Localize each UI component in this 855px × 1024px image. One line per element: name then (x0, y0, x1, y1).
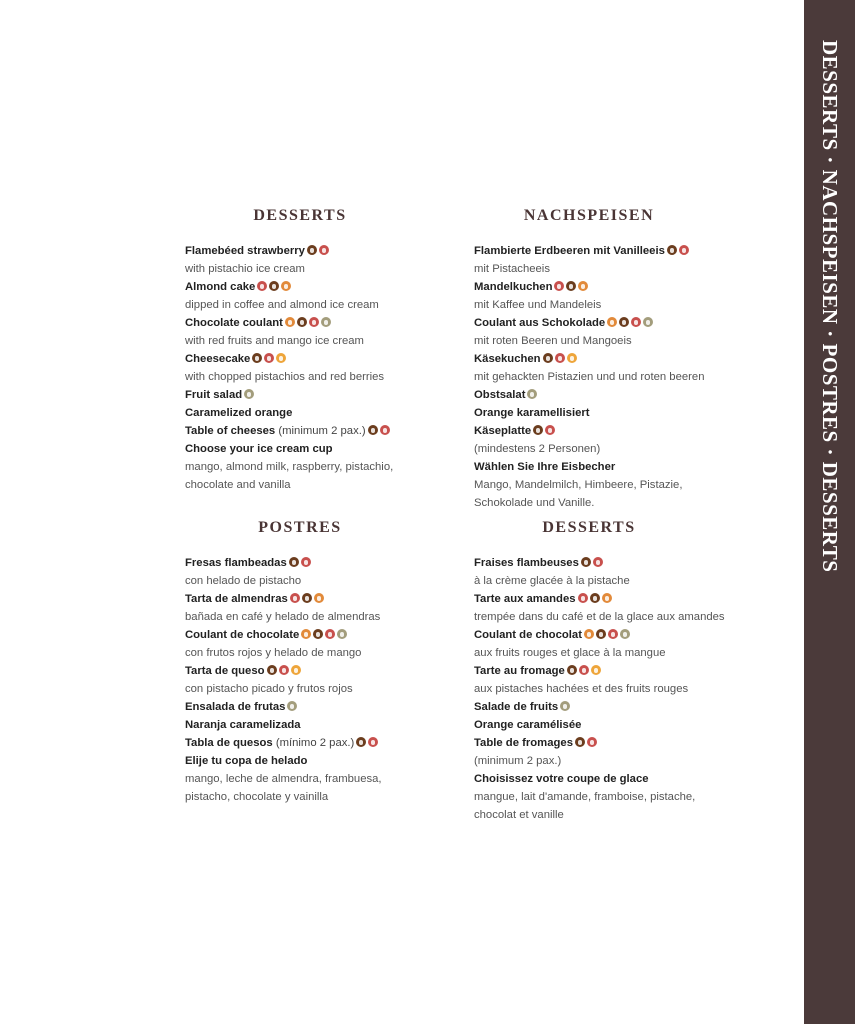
menu-item-name: Fruit salad (185, 389, 243, 401)
menu-item-description: aux fruits rouges et glace à la mangue (474, 647, 666, 659)
section-heading: DESSERTS (253, 207, 347, 224)
menu-item-title-line (185, 752, 475, 770)
milk-allergen-icon (608, 629, 618, 639)
section-nachspeisen-de (474, 206, 764, 512)
nuts-allergen-icon (368, 425, 378, 435)
milk-allergen-icon (554, 281, 564, 291)
sidebar-title: DESSERTS · NACHSPEISEN · POSTRES · DESSERTS (818, 40, 842, 573)
menu-item-name: Almond cake (185, 281, 256, 293)
menu-item-description: with chopped pistachios and red berries (185, 371, 385, 383)
nuts-allergen-icon (533, 425, 543, 435)
menu-item-description: with red fruits and mango ice cream (185, 335, 364, 347)
gluten-allergen-icon (281, 281, 291, 291)
menu-item-name: Tabla de quesos (185, 737, 273, 749)
menu-item-description: mango, leche de almendra, frambuesa, (185, 773, 382, 785)
menu-item-title-line (474, 350, 764, 368)
menu-item (185, 554, 475, 590)
nuts-allergen-icon (667, 245, 677, 255)
nuts-allergen-icon (313, 629, 323, 639)
milk-allergen-icon (309, 317, 319, 327)
menu-item-description: chocolate and vanilla (185, 479, 291, 491)
menu-item-name: Mandelkuchen (474, 281, 553, 293)
menu-item-description: trempée dans du café et de la glace aux amandes (474, 611, 725, 623)
menu-item-title-line (474, 422, 764, 440)
gluten-allergen-icon (285, 317, 295, 327)
menu-item-name: Käseplatte (474, 425, 532, 437)
menu-item (185, 626, 475, 662)
nuts-allergen-icon (581, 557, 591, 567)
menu-item (185, 404, 475, 422)
milk-allergen-icon (319, 245, 329, 255)
gluten-allergen-icon (314, 593, 324, 603)
menu-item-title-line (185, 626, 475, 644)
menu-item-name: Tarte aux amandes (474, 593, 576, 605)
nuts-allergen-icon (356, 737, 366, 747)
menu-item-name: Coulant de chocolat (474, 629, 582, 641)
sulphites-allergen-icon (560, 701, 570, 711)
sulphites-allergen-icon (287, 701, 297, 711)
menu-item (185, 662, 475, 698)
menu-item (474, 590, 764, 626)
milk-allergen-icon (257, 281, 267, 291)
menu-item-description: pistacho, chocolate y vainilla (185, 791, 329, 803)
nuts-allergen-icon (596, 629, 606, 639)
menu-item-name: Elije tu copa de helado (185, 755, 308, 767)
menu-item-note: (minimum 2 pax.) (278, 425, 366, 437)
nuts-allergen-icon (543, 353, 553, 363)
menu-item-title-line (185, 554, 475, 572)
nuts-allergen-icon (619, 317, 629, 327)
menu-item-title-line (474, 734, 764, 752)
menu-item-description: con frutos rojos y helado de mango (185, 647, 362, 659)
menu-item-title-line (185, 404, 475, 422)
menu-item-title-line (474, 278, 764, 296)
menu-item-title-line (474, 242, 764, 260)
nuts-allergen-icon (252, 353, 262, 363)
milk-allergen-icon (545, 425, 555, 435)
menu-item-title-line (474, 404, 764, 422)
menu-item-name: Tarte au fromage (474, 665, 565, 677)
nuts-allergen-icon (267, 665, 277, 675)
menu-item-name: Tarta de queso (185, 665, 265, 677)
menu-item (474, 458, 764, 512)
menu-item-name: Orange caramélisée (474, 719, 582, 731)
sulphites-allergen-icon (643, 317, 653, 327)
menu-item (474, 626, 764, 662)
menu-item-description: mangue, lait d'amande, framboise, pistache, (474, 791, 696, 803)
menu-item-title-line (185, 242, 475, 260)
menu-item-name: Obstsalat (474, 389, 526, 401)
menu-item-name: Salade de fruits (474, 701, 559, 713)
section-desserts-en (185, 206, 475, 494)
egg-allergen-icon (567, 353, 577, 363)
menu-item-name: Fresas flambeadas (185, 557, 287, 569)
nuts-allergen-icon (567, 665, 577, 675)
menu-item-description: bañada en café y helado de almendras (185, 611, 381, 623)
egg-allergen-icon (591, 665, 601, 675)
sulphites-allergen-icon (620, 629, 630, 639)
menu-item-name: Fraises flambeuses (474, 557, 579, 569)
menu-item-title-line (474, 698, 764, 716)
nuts-allergen-icon (297, 317, 307, 327)
menu-item (474, 716, 764, 734)
menu-item (474, 698, 764, 716)
menu-item (474, 662, 764, 698)
egg-allergen-icon (276, 353, 286, 363)
milk-allergen-icon (380, 425, 390, 435)
menu-item-title-line (185, 662, 475, 680)
menu-item-name: Chocolate coulant (185, 317, 283, 329)
menu-item (185, 440, 475, 494)
menu-item-title-line (185, 386, 475, 404)
menu-item-title-line (185, 716, 475, 734)
menu-item-title-line (474, 590, 764, 608)
sulphites-allergen-icon (244, 389, 254, 399)
milk-allergen-icon (587, 737, 597, 747)
menu-item-name: Orange karamellisiert (474, 407, 590, 419)
menu-item-title-line (185, 590, 475, 608)
egg-allergen-icon (291, 665, 301, 675)
menu-item-description: con helado de pistacho (185, 575, 302, 587)
menu-item (474, 770, 764, 824)
sidebar-band (804, 0, 855, 1024)
milk-allergen-icon (279, 665, 289, 675)
menu-item-name: Naranja caramelizada (185, 719, 301, 731)
menu-item-description: Schokolade und Vanille. (474, 497, 595, 509)
menu-item-description: mit gehackten Pistazien und und roten beeren (474, 371, 705, 383)
menu-item (185, 590, 475, 626)
menu-item-title-line (474, 626, 764, 644)
nuts-allergen-icon (307, 245, 317, 255)
menu-item-title-line (185, 698, 475, 716)
milk-allergen-icon (631, 317, 641, 327)
menu-item-name: Coulant aus Schokolade (474, 317, 606, 329)
menu-item-name: Wählen Sie Ihre Eisbecher (474, 461, 616, 473)
menu-item (474, 404, 764, 422)
menu-item (185, 314, 475, 350)
menu-item (185, 386, 475, 404)
milk-allergen-icon (555, 353, 565, 363)
menu-item (185, 422, 475, 440)
milk-allergen-icon (579, 665, 589, 675)
menu-item-note: (mínimo 2 pax.) (275, 737, 355, 749)
menu-item-description: mit roten Beeren und Mangoeis (474, 335, 632, 347)
menu-item-description: aux pistaches hachées et des fruits rouges (474, 683, 689, 695)
section-heading: NACHSPEISEN (523, 207, 655, 224)
menu-item-name: Choisissez votre coupe de glace (474, 773, 649, 785)
nuts-allergen-icon (289, 557, 299, 567)
milk-allergen-icon (593, 557, 603, 567)
section-postres-es (185, 518, 475, 806)
milk-allergen-icon (290, 593, 300, 603)
milk-allergen-icon (301, 557, 311, 567)
menu-item (474, 350, 764, 386)
menu-item (185, 698, 475, 716)
menu-item-name: Tarta de almendras (185, 593, 288, 605)
menu-item-name: Cheesecake (185, 353, 251, 365)
menu-item-title-line (185, 422, 475, 440)
sulphites-allergen-icon (321, 317, 331, 327)
menu-item-title-line (474, 770, 764, 788)
menu-item-name: Ensalada de frutas (185, 701, 286, 713)
milk-allergen-icon (679, 245, 689, 255)
milk-allergen-icon (578, 593, 588, 603)
menu-item (474, 734, 764, 770)
menu-item (185, 716, 475, 734)
gluten-allergen-icon (607, 317, 617, 327)
menu-item-description: dipped in coffee and almond ice cream (185, 299, 379, 311)
milk-allergen-icon (325, 629, 335, 639)
menu-item-title-line (474, 458, 764, 476)
menu-item (474, 554, 764, 590)
menu-item-name: Käsekuchen (474, 353, 541, 365)
menu-item-name: Caramelized orange (185, 407, 293, 419)
menu-item-name: Table de fromages (474, 737, 573, 749)
menu-item-description: à la crème glacée à la pistache (474, 575, 630, 587)
menu-item-description: mit Kaffee und Mandeleis (474, 299, 602, 311)
sulphites-allergen-icon (337, 629, 347, 639)
milk-allergen-icon (368, 737, 378, 747)
sulphites-allergen-icon (527, 389, 537, 399)
menu-item-description: mango, almond milk, raspberry, pistachio, (185, 461, 394, 473)
menu-item (474, 386, 764, 404)
gluten-allergen-icon (578, 281, 588, 291)
menu-item (474, 314, 764, 350)
gluten-allergen-icon (301, 629, 311, 639)
menu-item-title-line (474, 662, 764, 680)
menu-item-description: with pistachio ice cream (185, 263, 305, 275)
menu-item-description: (minimum 2 pax.) (474, 755, 562, 767)
menu-item-title-line (185, 278, 475, 296)
menu-item-description: con pistacho picado y frutos rojos (185, 683, 353, 695)
menu-item (185, 242, 475, 278)
milk-allergen-icon (264, 353, 274, 363)
nuts-allergen-icon (566, 281, 576, 291)
menu-item (185, 752, 475, 806)
menu-item-name: Table of cheeses (185, 425, 276, 437)
menu-item (474, 278, 764, 314)
nuts-allergen-icon (269, 281, 279, 291)
menu-item-title-line (474, 314, 764, 332)
menu-item (185, 350, 475, 386)
menu-item-title-line (185, 350, 475, 368)
nuts-allergen-icon (590, 593, 600, 603)
menu-item-title-line (474, 554, 764, 572)
menu-item-title-line (185, 734, 475, 752)
menu-item-title-line (185, 314, 475, 332)
menu-item-description: Mango, Mandelmilch, Himbeere, Pistazie, (474, 479, 683, 491)
menu-item-title-line (185, 440, 475, 458)
section-heading: DESSERTS (542, 519, 636, 536)
menu-item-description: mit Pistacheeis (474, 263, 550, 275)
menu-item-name: Coulant de chocolate (185, 629, 300, 641)
menu-item-name: Flamebéed strawberry (185, 245, 305, 257)
nuts-allergen-icon (575, 737, 585, 747)
gluten-allergen-icon (584, 629, 594, 639)
menu-item (185, 734, 475, 752)
menu-item-description: (mindestens 2 Personen) (474, 443, 601, 455)
menu-item (185, 278, 475, 314)
menu-item (474, 422, 764, 458)
menu-item (474, 242, 764, 278)
menu-item-name: Choose your ice cream cup (185, 443, 333, 455)
menu-item-description: chocolat et vanille (474, 809, 564, 821)
menu-item-title-line (474, 386, 764, 404)
menu-item-name: Flambierte Erdbeeren mit Vanilleeis (474, 245, 665, 257)
section-desserts-fr (474, 518, 764, 824)
gluten-allergen-icon (602, 593, 612, 603)
nuts-allergen-icon (302, 593, 312, 603)
section-heading: POSTRES (258, 519, 342, 536)
menu-item-title-line (474, 716, 764, 734)
